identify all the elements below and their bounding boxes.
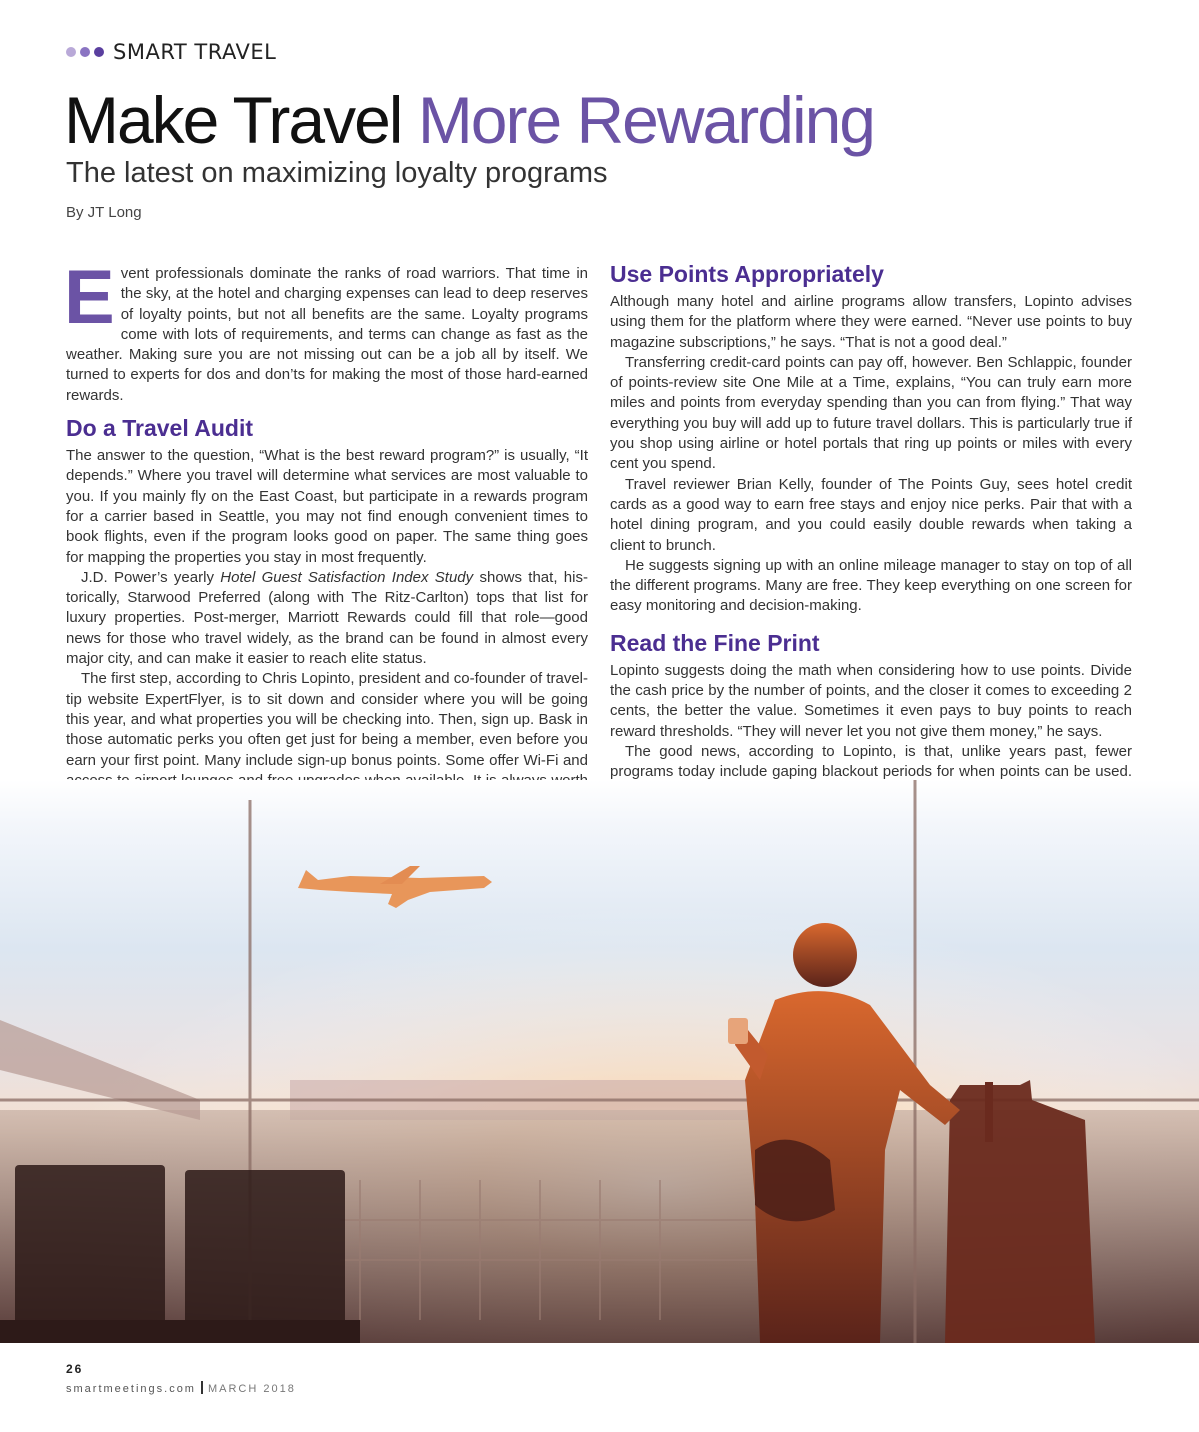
right-column	[610, 260, 1132, 823]
article-title	[64, 80, 874, 160]
page-number: 26	[66, 1362, 84, 1376]
points-paragraph-4: He suggests signing up with an online mileage manager to stay on top of all the different programs. Many are free. They keep everything on one screen for easy monitoring and decision-making.	[610, 556, 1132, 615]
airport-traveler-photo	[0, 780, 1199, 1343]
points-paragraph-3: Travel reviewer Brian Kelly, founder of The Points Guy, sees hotel credit cards as a good way to earn free stays and enjoy nice perks. Pair that with a hotel dining program, and you could easily double rewards when taking a client to brunch.	[610, 475, 1132, 554]
drop-cap: E	[64, 255, 115, 340]
kicker-label: SMART TRAVEL	[113, 40, 277, 64]
intro-text: vent professionals dominate the ranks of road warriors. That time in the sky, at the hotel and charging expenses can lead to deep reserves of loyalty points, but not all benefits are the same. Loyalty programs come with lots of requirements, and terms can change as fast as the weather. Making sure you are not missing out can be a job all by itself. We turned to experts for dos and don’ts for making the most of those hard-earned rewards.	[66, 265, 588, 404]
footer-publication	[66, 1381, 296, 1395]
article-subtitle: The latest on maximizing loyalty programs	[66, 157, 608, 189]
fine-print-paragraph-2: The good news, according to Lopinto, is that, unlike years past, fewer programs today include gaping blackout periods for when points can be used.	[610, 742, 1132, 781]
byline: By JT Long	[66, 204, 142, 221]
kicker-dots-icon	[66, 47, 104, 57]
audit-p2-text-a: J.D. Power’s yearly	[81, 568, 221, 586]
left-column	[64, 255, 588, 811]
audit-p2-text-b: shows that, historically, Starwood Preferred (along with The Ritz-Carlton) tops that list for luxury properties. Post-merger, Marriott Rewards could fill that role—good news for those who travel widely, as the brand can be found in almost every major city, and can make it easier to reach elite status.	[66, 568, 588, 668]
points-paragraph-1: Although many hotel and airline programs allow transfers, Lopinto advises using them for the platform where they were earned. “Never use points to buy magazine subscriptions,” he says. “That is not a good deal.”	[610, 293, 1132, 351]
title-accent: More Rewarding	[417, 83, 875, 157]
study-title: Hotel Guest Satisfaction Index Study	[220, 568, 474, 586]
footer-divider	[201, 1381, 203, 1394]
fine-print-paragraph-1: Lopinto suggests doing the math when considering how to use points. Divide the cash price by the number of points, and the closer it comes to exceeding 2 cents, the better the value. Sometimes it even pays to buy points to reach reward thresholds. “They will never let you not give them money,” he says.	[610, 661, 1132, 740]
intro-paragraph	[64, 255, 588, 406]
audit-paragraph-1: The answer to the question, “What is the best reward program?” is usually, “It depends.” Where you travel will determine what services are most valuable to you. If you mainly fly on the East Coast, but participate in a rewards program for a carrier based in Seattle, you may not find enough convenient times to book flights, even if the program looks good on paper. The same thing goes for mapping the properties you stay in most frequently.	[66, 447, 588, 566]
audit-paragraph-3: The first step, according to Chris Lopinto, president and co-founder of travel-tip website ExpertFlyer, is to sit down and consider where you will be going this year, and what properties you will be checking into. Then, sign up. Bask in those automatic perks you often get just for being a member, even before you earn your first point. Many include sign-up bonus points. Some offer Wi-Fi and	[66, 670, 588, 769]
heading-travel-audit: Do a Travel Audit	[66, 415, 254, 442]
footer-site: smartmeetings.com	[66, 1383, 196, 1395]
section-kicker	[66, 40, 276, 64]
points-paragraph-2: Transferring credit-card points can pay off, however. Ben Schlappic, founder of points-review site One Mile at a Time, explains, “You can truly earn more miles and points from everyday spending than you can from flying.” That way everything you buy will add up to future travel dollars. This is particularly true if you shop using airline or hotel portals that ring up points or miles with every cent you spend.	[610, 353, 1132, 473]
footer-issue: MARCH 2018	[207, 1383, 296, 1395]
audit-paragraph-2	[66, 568, 588, 669]
title-main: Make Travel	[64, 83, 402, 157]
heading-use-points: Use Points Appropriately	[610, 261, 884, 287]
heading-fine-print: Read the Fine Print	[610, 629, 820, 656]
